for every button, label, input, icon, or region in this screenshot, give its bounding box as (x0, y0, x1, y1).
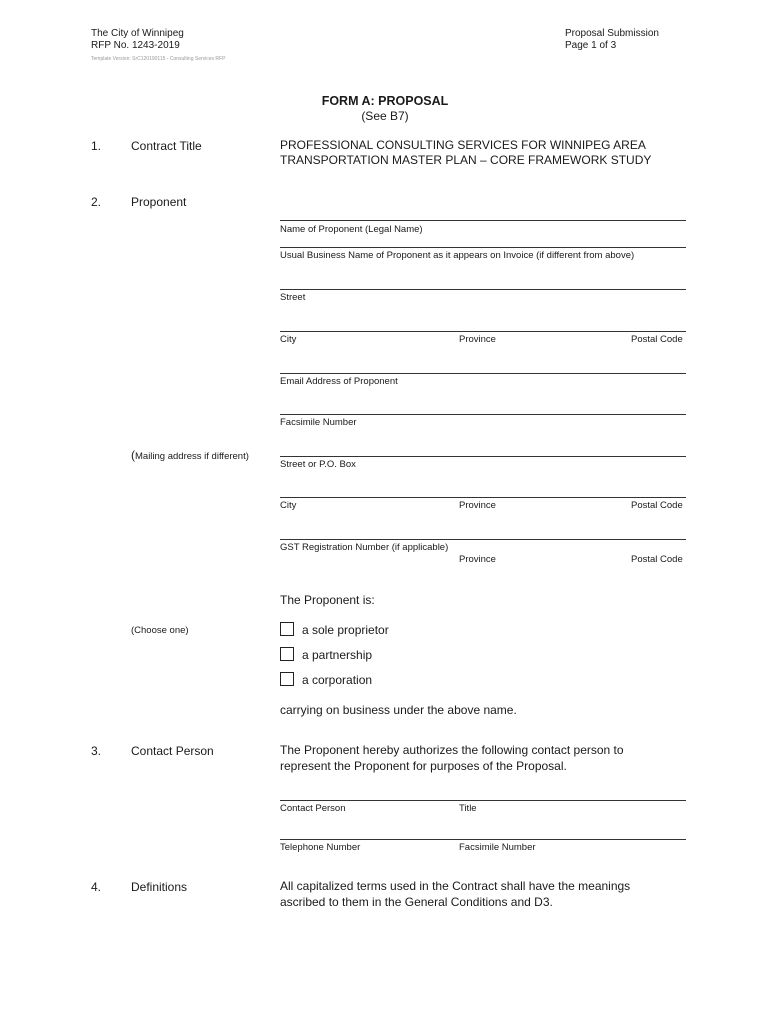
section-4-number: 4. (91, 880, 102, 894)
section-1-number: 1. (91, 139, 102, 153)
gst-label: GST Registration Number (if applicable) (280, 542, 449, 553)
city-province-postal-field[interactable] (280, 331, 686, 332)
contact-authorization-text-1: The Proponent hereby authorizes the following contact person to (280, 743, 624, 757)
header-submission: Proposal Submission (565, 28, 659, 39)
city-label: City (280, 334, 297, 345)
email-label: Email Address of Proponent (280, 376, 398, 387)
partnership-checkbox[interactable] (280, 647, 294, 661)
header-city: The City of Winnipeg (91, 28, 184, 39)
mailing-street-field[interactable] (280, 456, 686, 457)
street-label: Street (280, 292, 306, 303)
section-2-label: Proponent (131, 195, 187, 209)
partnership-label: a partnership (302, 648, 373, 662)
sole-proprietor-checkbox[interactable] (280, 622, 294, 636)
header-page-number: Page 1 of 3 (565, 40, 617, 51)
form-subtitle: (See B7) (361, 109, 409, 123)
definitions-text-1: All capitalized terms used in the Contract shall have the meanings (280, 879, 631, 893)
form-title: FORM A: PROPOSAL (321, 94, 449, 108)
contact-title-label: Title (459, 803, 477, 814)
usual-name-label: Usual Business Name of Proponent as it appears on Invoice (if different from above) (280, 250, 635, 261)
header-rfp-number: RFP No. 1243-2019 (91, 40, 180, 51)
header-template-version: Template Version: SrC120190115 - Consulting Services RFP (91, 56, 226, 62)
corporation-checkbox[interactable] (280, 672, 294, 686)
section-4-label: Definitions (131, 880, 188, 894)
contract-title-line-2: TRANSPORTATION MASTER PLAN – CORE FRAMEWORK STUDY (280, 153, 652, 167)
street-field[interactable] (280, 289, 686, 290)
contact-fax-label: Facsimile Number (459, 842, 536, 853)
section-3-number: 3. (91, 744, 102, 758)
definitions-text-2: ascribed to them in the General Conditions and D3. (280, 895, 553, 909)
choose-one-label: (Choose one) (131, 625, 189, 636)
contract-title-line-1: PROFESSIONAL CONSULTING SERVICES FOR WINNIPEG AREA (280, 138, 646, 152)
proponent-is-heading: The Proponent is: (280, 593, 375, 607)
contact-person-field[interactable] (280, 800, 686, 801)
fax-label: Facsimile Number (280, 417, 357, 428)
email-field[interactable] (280, 373, 686, 374)
contact-authorization-text-2: represent the Proponent for purposes of the Proposal. (280, 759, 567, 773)
mailing-province-label: Province (459, 500, 496, 511)
mailing-address-label: (Mailing address if different) (131, 448, 249, 462)
legal-name-field[interactable] (280, 220, 686, 221)
mailing-city-province-postal-field[interactable] (280, 497, 686, 498)
section-1-label: Contract Title (131, 139, 202, 153)
gst-field[interactable] (280, 539, 686, 540)
gst-province-label: Province (459, 554, 496, 565)
corporation-label: a corporation (302, 673, 373, 687)
gst-postal-code-label: Postal Code (631, 554, 683, 565)
mailing-street-label: Street or P.O. Box (280, 459, 356, 470)
province-label: Province (459, 334, 496, 345)
sole-proprietor-label: a sole proprietor (302, 623, 389, 637)
fax-field[interactable] (280, 414, 686, 415)
section-2-number: 2. (91, 195, 102, 209)
postal-code-label: Postal Code (631, 334, 683, 345)
section-3-label: Contact Person (131, 744, 214, 758)
mailing-postal-code-label: Postal Code (631, 500, 683, 511)
usual-name-field[interactable] (280, 247, 686, 248)
carrying-on-business-text: carrying on business under the above name. (280, 703, 517, 717)
mailing-city-label: City (280, 500, 297, 511)
legal-name-label: Name of Proponent (Legal Name) (280, 224, 423, 235)
contact-person-label: Contact Person (280, 803, 346, 814)
telephone-fax-field[interactable] (280, 839, 686, 840)
telephone-label: Telephone Number (280, 842, 361, 853)
